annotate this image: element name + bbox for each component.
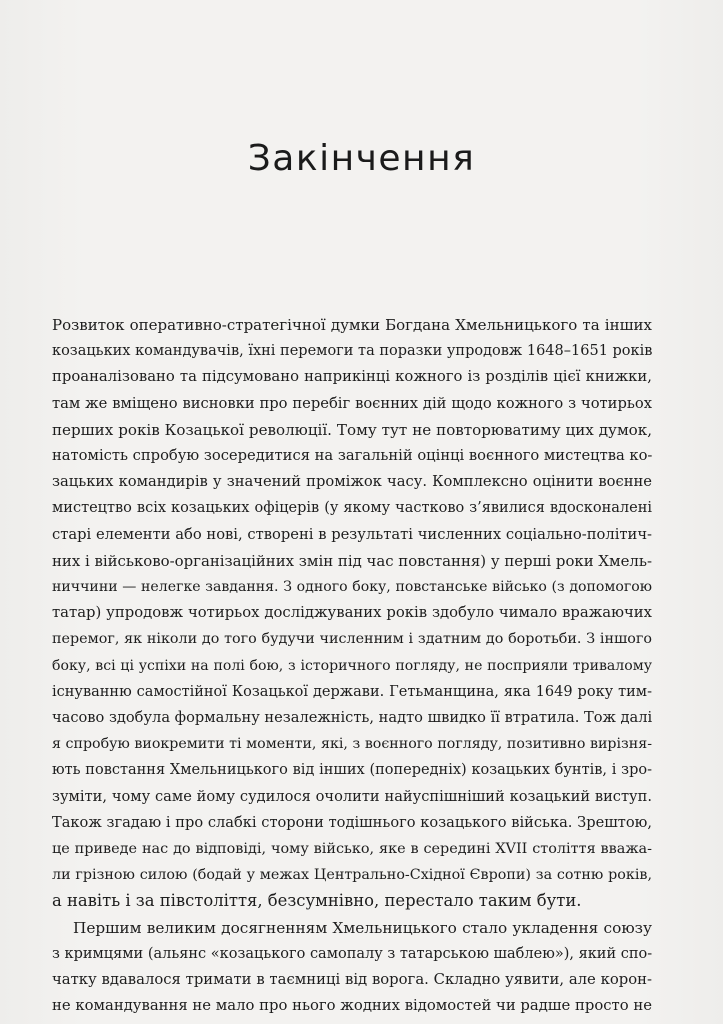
text-line: мистецтво всіх козацьких офіцерів (у якому частково з’явилися вдосконалені [52, 500, 652, 517]
chapter-body [52, 312, 652, 1019]
text-line: часово здобула формальну незалежність, надто швидко її втратила. Тож далі [52, 709, 653, 727]
text-line: там же вміщено висновки про перебіг воєнних дій щодо кожного з чотирьох [52, 394, 652, 412]
text-line: козацьких командувачів, їхні перемоги та поразки упродовж 1648–1651 років [52, 343, 653, 360]
text-line: Розвиток оперативно-стратегічної думки Богдана Хмельницького та інших [52, 316, 652, 334]
text-line: боку, всі ці успіхи на полі бою, з історичного погляду, не посприяли тривалому [52, 657, 652, 674]
text-line: зацьких командирів у значений проміжок часу. Комплексно оцінити воєнне [52, 473, 652, 491]
text-line: проаналізовано та підсумовано наприкінці кожного із розділів цієї книжки, [52, 368, 652, 386]
text-line: перемог, як ніколи до того будучи численним і здатним до боротьби. З іншого [52, 631, 652, 648]
text-line: я спробую виокремити ті моменти, які, з воєнного погляду, позитивно вирізня- [52, 736, 652, 753]
text-line: зуміти, чому саме йому судилося очолити найуспішніший козацький виступ. [52, 787, 652, 805]
paragraph-2 [52, 915, 652, 1020]
text-line: татар) упродовж чотирьох досліджуваних років здобуло чимало вражаючих [52, 604, 652, 622]
text-line: них і військово-організаційних змін під час повстання) у перші роки Хмель- [52, 551, 652, 570]
text-line: ють повстання Хмельницького від інших (попередніх) козацьких бунтів, і зро- [52, 762, 652, 779]
text-line: з кримцями (альянс «козацького самопалу з татарською шаблею»), який спо- [52, 945, 653, 962]
text-line: існуванню самостійної Козацької держави. Гетьманщина, яка 1649 року тим- [52, 683, 652, 700]
paragraph-1 [52, 312, 652, 915]
text-line: перших років Козацької революції. Тому тут не повторюватиму цих думок, [52, 420, 652, 439]
chapter-title: Закінчення [247, 138, 476, 179]
text-line: ниччини — нелегке завдання. З одного боку, повстанське військо (з допомогою [52, 579, 652, 596]
text-line: Першим великим досягненням Хмельницького стало укладення союзу [73, 918, 652, 937]
text-line: а навіть і за півстоліття, безсумнівно, перестало таким бути. [52, 891, 582, 911]
text-line: це приведе нас до відповіді, чому військо, яке в середині XVII століття вважа- [52, 841, 652, 858]
text-line: ли грізною силою (бодай у межах Центрально-Східної Європи) за сотню років, [52, 867, 652, 884]
text-line: Також згадаю і про слабкі сторони тодішнього козацького війська. Зрештою, [52, 813, 652, 831]
text-line: не командування не мало про нього жодних відомостей чи радше просто не [52, 997, 652, 1015]
text-line: чатку вдавалося тримати в таємниці від ворога. Складно уявити, але корон- [52, 971, 652, 989]
text-line: натомість спробую зосередитися на загальній оцінці воєнного мистецтва ко- [52, 447, 653, 465]
text-line: старі елементи або нові, створені в результаті численних соціально-політич- [52, 525, 652, 543]
